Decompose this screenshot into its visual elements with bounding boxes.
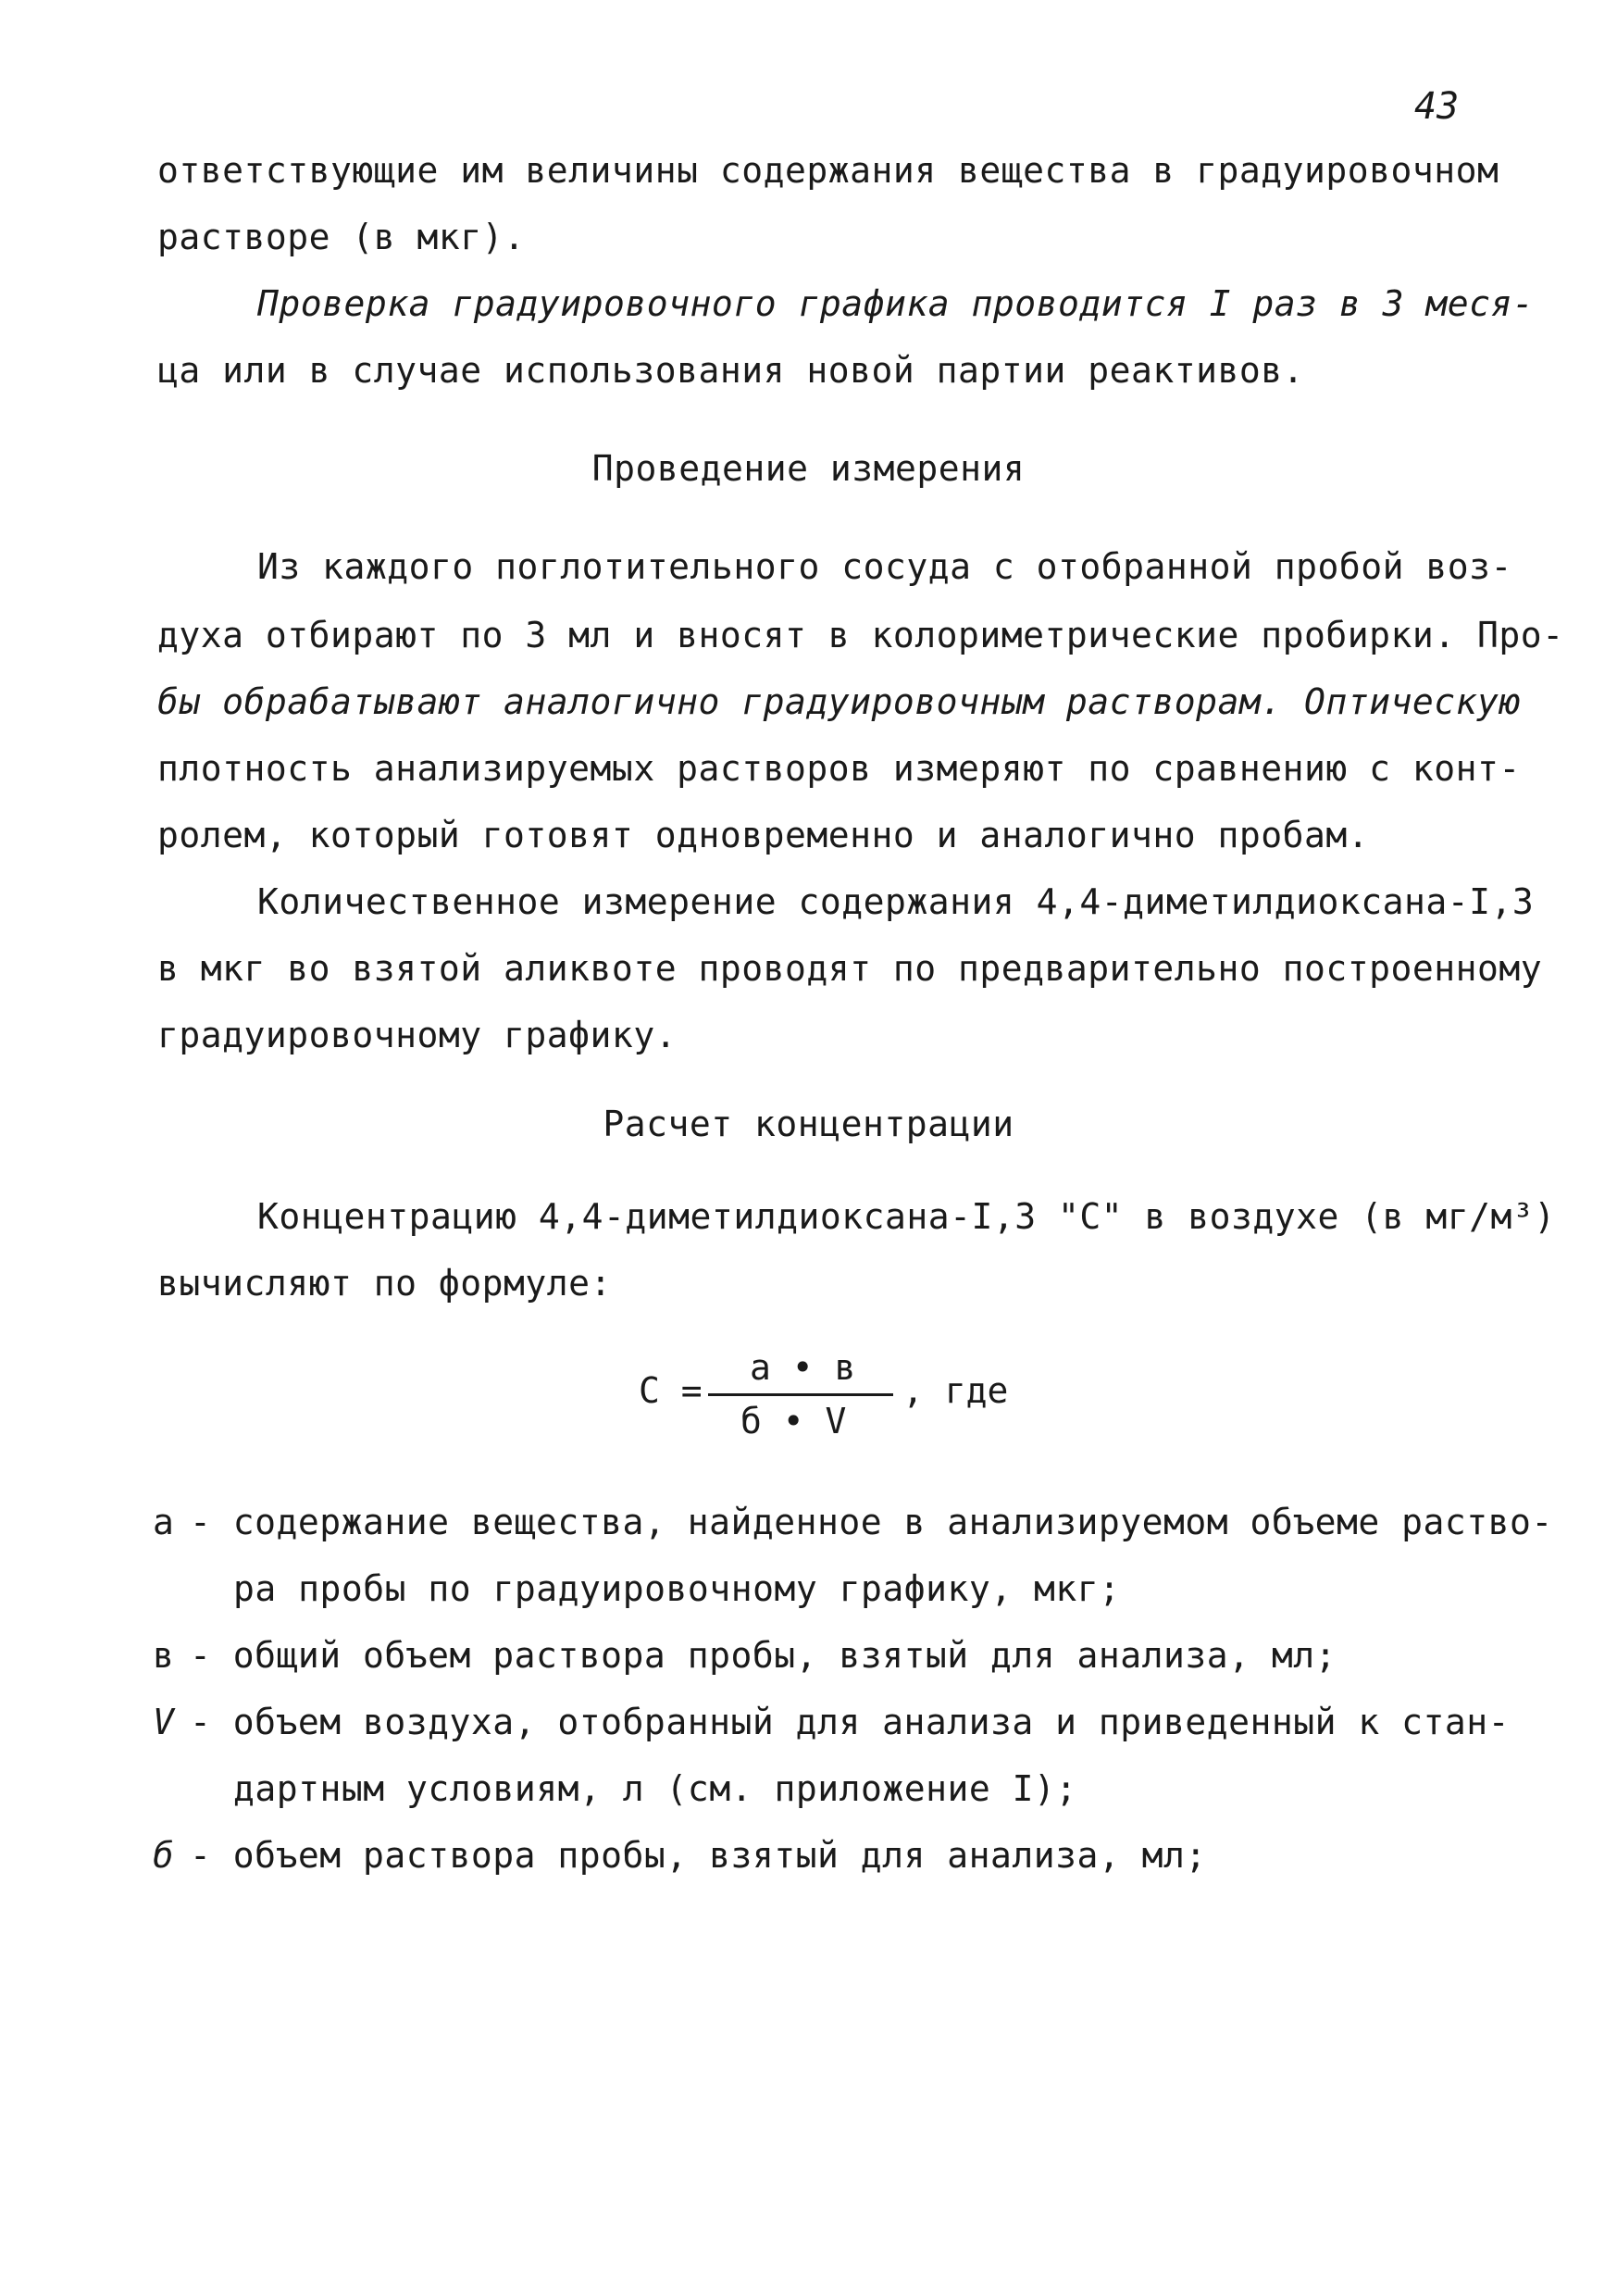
paragraph-line: ответствующие им величины содержания вещества в градуировочном <box>157 150 1499 191</box>
paragraph-line: градуировочному графику. <box>157 1015 678 1055</box>
section-heading: Проведение измерения <box>591 448 1026 489</box>
paragraph-line: Проверка градуировочного графика проводится I раз в 3 меся- <box>257 283 1535 324</box>
page-number: 43 <box>1414 85 1460 128</box>
formula-lhs: С = <box>639 1370 703 1411</box>
paragraph-line: вычисляют по формуле: <box>157 1263 612 1304</box>
formula-denominator: б • V <box>740 1401 847 1441</box>
definition-symbol: а <box>153 1502 174 1542</box>
paragraph-line: ца или в случае использования новой партии реактивов. <box>157 350 1305 391</box>
definition-text: дартным условиям, л (см. приложение I); <box>233 1768 1077 1809</box>
definition-text: - общий объем раствора пробы, взятый для анализа, мл; <box>190 1635 1337 1676</box>
definition-symbol: V <box>153 1702 174 1742</box>
definition-symbol: в <box>153 1635 174 1676</box>
paragraph-line: плотность анализируемых растворов измеряют по сравнению с конт- <box>157 748 1521 789</box>
formula-suffix: , где <box>902 1370 1009 1411</box>
paragraph-line: бы обрабатывают аналогично градуировочным растворам. Оптическую <box>157 681 1521 722</box>
paragraph-line: в мкг во взятой аликвоте проводят по предварительно построенному <box>157 948 1543 989</box>
paragraph-line: растворе (в мкг). <box>157 217 526 257</box>
formula-numerator: а • в <box>750 1347 856 1388</box>
paragraph-line: Количественное измерение содержания 4,4-диметилдиоксана-I,3 <box>257 881 1535 922</box>
definition-symbol: б <box>153 1835 174 1876</box>
formula <box>639 1347 1027 1458</box>
definition-text: - содержание вещества, найденное в анализируемом объеме раство- <box>190 1502 1553 1542</box>
section-heading: Расчет концентрации <box>603 1104 1014 1144</box>
definition-text: - объем раствора пробы, взятый для анализа, мл; <box>190 1835 1207 1876</box>
paragraph-line: Концентрацию 4,4-диметилдиоксана-I,3 "С" в воздухе (в мг/м³) <box>257 1196 1556 1237</box>
paragraph-line: духа отбирают по 3 мл и вносят в колориметрические пробирки. Про- <box>157 615 1564 655</box>
fraction-bar <box>708 1393 893 1396</box>
paragraph-line: Из каждого поглотительного сосуда с отобранной пробой воз- <box>257 546 1512 587</box>
definition-text: - объем воздуха, отобранный для анализа и приведенный к стан- <box>190 1702 1511 1742</box>
paragraph-line: ролем, который готовят одновременно и аналогично пробам. <box>157 815 1370 855</box>
definition-text: ра пробы по градуировочному графику, мкг; <box>233 1568 1121 1609</box>
